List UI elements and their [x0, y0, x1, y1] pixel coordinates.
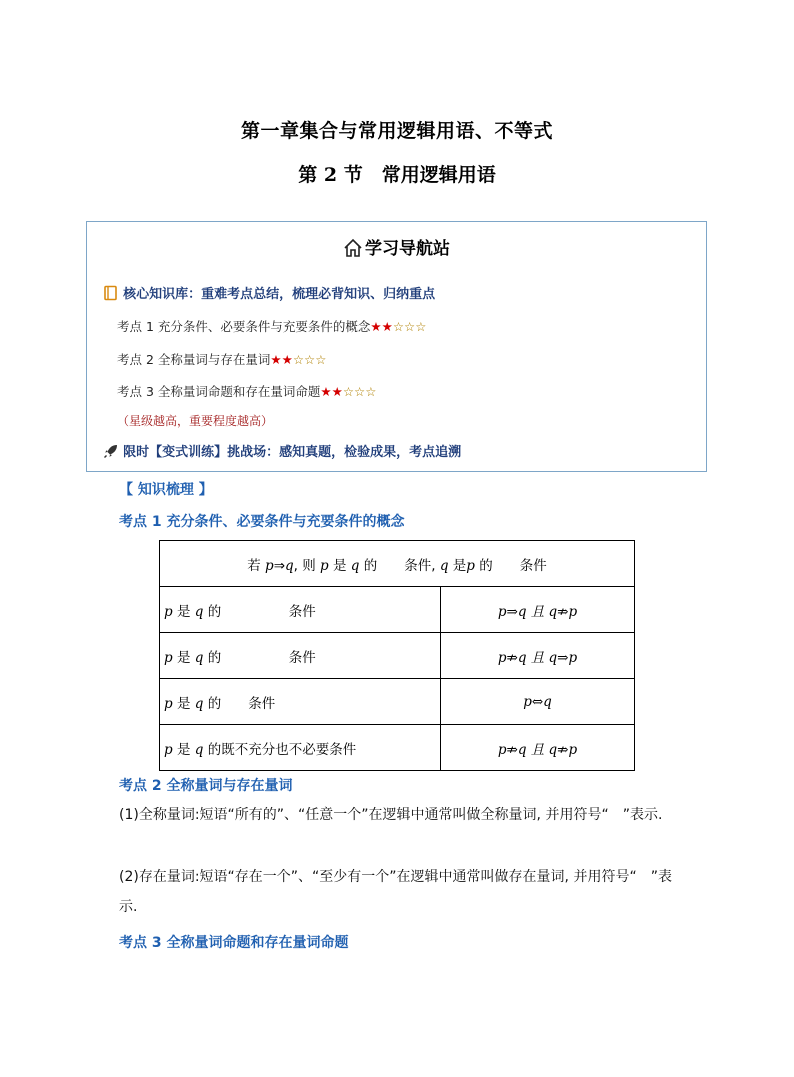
kp2-paragraph-2: (2)存在量词:短语“存在一个”、“至少有一个”在逻辑中通常叫做存在量词, 并用符号“ ”表示. [119, 869, 672, 915]
book-icon [103, 285, 119, 301]
core-label: 核心知识库： [123, 287, 202, 302]
star-rating-empty: ☆☆☆ [392, 319, 427, 334]
table-cell-left: p 是 q 的 条件 [160, 587, 441, 633]
challenge-row [103, 441, 461, 460]
knowledge-heading: 【 知识梳理 】 [119, 482, 213, 498]
table-header-cell: 若 p⇒q, 则 p 是 q 的 条件, q 是p 的 条件 [160, 541, 635, 587]
nav-point-label: 考点 2 全称量词与存在量词 [117, 352, 271, 367]
star-rating-empty: ☆☆☆ [342, 384, 377, 399]
star-note: （星级越高，重要程度越高） [117, 414, 274, 428]
table-cell-right: p⇏q 且 q⇒p [441, 633, 635, 679]
core-knowledge-row [103, 283, 435, 302]
rocket-icon [103, 443, 119, 459]
kp1-title: 考点 1 充分条件、必要条件与充要条件的概念 [119, 514, 405, 530]
chapter-title: 第一章集合与常用逻辑用语、不等式 [240, 120, 553, 142]
nav-title-text: 学习导航站 [365, 239, 450, 259]
table-cell-left: p 是 q 的 条件 [160, 633, 441, 679]
challenge-desc: 感知真题，检验成果，考点追溯 [279, 445, 462, 460]
table-row [160, 679, 635, 725]
nav-point-3 [117, 382, 376, 400]
table-cell-left: p 是 q 的 条件 [160, 679, 441, 725]
table-row [160, 587, 635, 633]
kp2-paragraph-1: (1)全称量词:短语“所有的”、“任意一个”在逻辑中通常叫做全称量词, 并用符号“ ”表示. [119, 807, 663, 823]
nav-point-1 [117, 317, 426, 335]
table-cell-right: p⇔q [441, 679, 635, 725]
star-rating-filled: ★★ [370, 319, 393, 334]
kp2-title: 考点 2 全称量词与存在量词 [119, 778, 293, 794]
nav-title [87, 234, 706, 259]
challenge-label: 限时【变式训练】挑战场： [123, 445, 280, 460]
table-cell-left: p 是 q 的既不充分也不必要条件 [160, 725, 441, 771]
home-icon [343, 238, 363, 258]
core-desc: 重难考点总结，梳理必背知识、归纳重点 [201, 287, 436, 302]
table-row [160, 633, 635, 679]
kp3-title: 考点 3 全称量词命题和存在量词命题 [119, 935, 349, 951]
condition-table [159, 540, 635, 771]
star-rating-empty: ☆☆☆ [292, 352, 327, 367]
learning-nav-box [86, 221, 707, 472]
table-row [160, 725, 635, 771]
table-header-row [160, 541, 635, 587]
nav-point-label: 考点 1 充分条件、必要条件与充要条件的概念 [117, 319, 371, 334]
table-cell-right: p⇏q 且 q⇏p [441, 725, 635, 771]
star-rating-filled: ★★ [320, 384, 343, 399]
star-rating-filled: ★★ [270, 352, 293, 367]
table-cell-right: p⇒q 且 q⇏p [441, 587, 635, 633]
nav-point-2 [117, 350, 326, 368]
nav-point-label: 考点 3 全称量词命题和存在量词命题 [117, 384, 321, 399]
section-title: 第 2 节 常用逻辑用语 [298, 164, 496, 186]
